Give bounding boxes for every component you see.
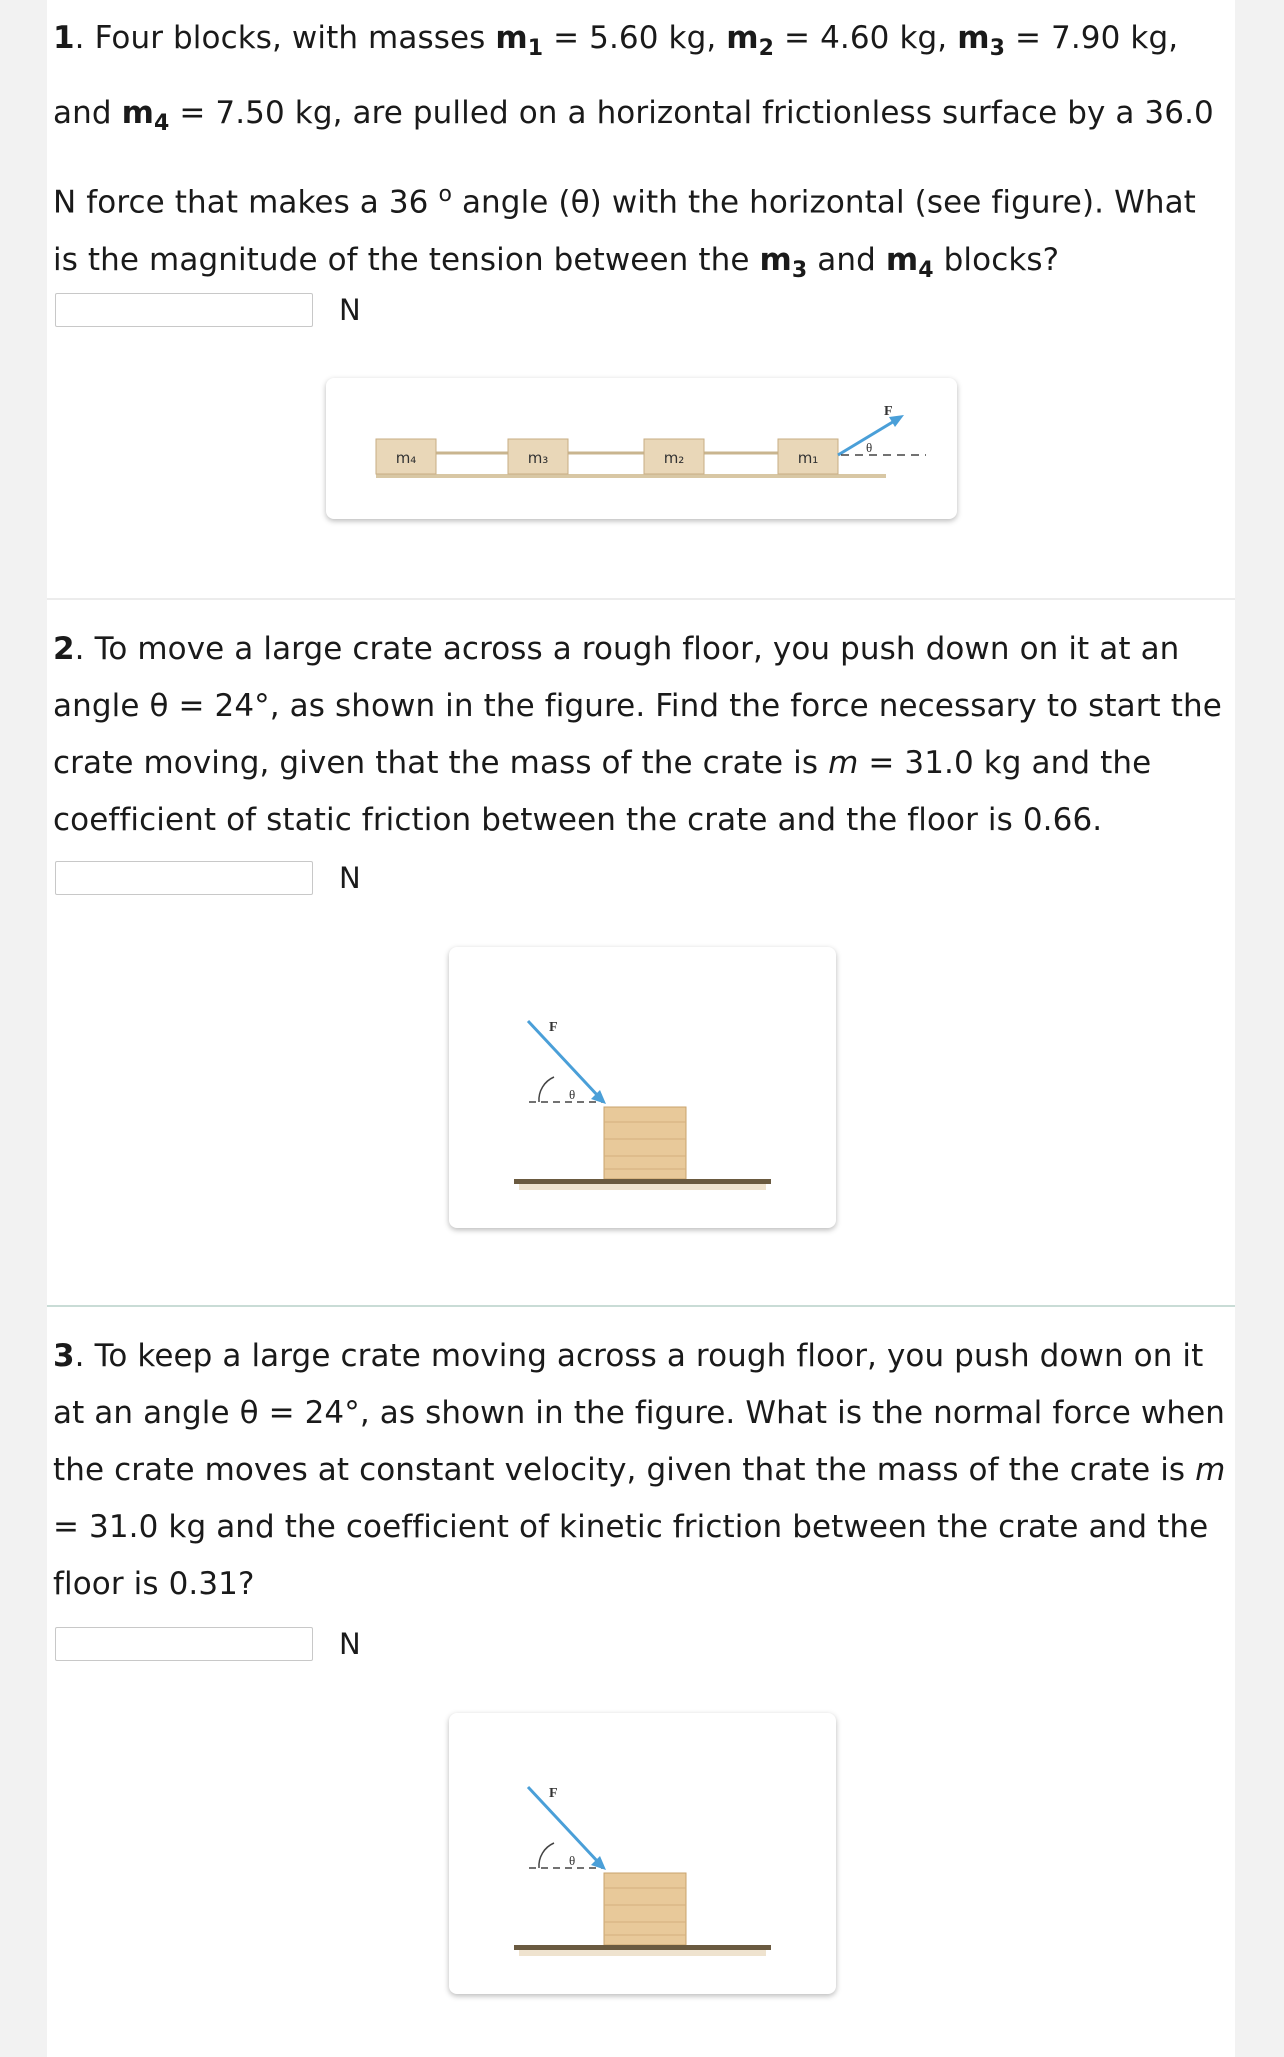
angle-label: θ	[569, 1087, 576, 1102]
question-3-text	[53, 1328, 1233, 1613]
block-m1	[778, 439, 838, 474]
svg-text:m₄: m₄	[395, 449, 417, 467]
question-1-line-2: and $m_4 = 7.50$ kg, are pulled on a horizontal frictionless surface by a 36.0	[53, 95, 1214, 137]
question-2-text	[53, 621, 1233, 849]
question-1-line-4: is the magnitude of the tension between the $m_3$ and $m_4$ blocks?	[53, 241, 1060, 283]
svg-text:m₂: m₂	[663, 449, 685, 467]
question-3-line-4: = 31.0 kg and the coefficient of kinetic friction between the crate and the	[53, 1509, 1209, 1545]
question-1-line-3: N force that makes a 36 $^o$ angle (θ) with the horizontal (see figure). What	[53, 182, 1196, 221]
question-2-line-3: crate moving, given that the mass of the crate is m = 31.0 kg and the	[53, 745, 1152, 781]
crate	[604, 1107, 686, 1179]
question-3-figure	[449, 1713, 836, 1994]
question-1-text	[53, 10, 1233, 299]
angle-arc	[539, 1077, 554, 1102]
svg-text:m₁: m₁	[797, 449, 819, 467]
block-m2	[644, 439, 704, 474]
question-2-line-4: coefficient of static friction between the crate and the floor is 0.66.	[53, 802, 1103, 838]
crate	[604, 1873, 686, 1945]
question-2-line-1: 2. To move a large crate across a rough floor, you push down on it at an	[53, 631, 1180, 667]
blocks-diagram	[326, 378, 957, 519]
question-3-answer-row	[55, 1624, 361, 1664]
floor	[514, 1179, 771, 1184]
question-2-figure	[449, 947, 836, 1228]
block-m4	[376, 439, 436, 474]
question-1-unit: N	[339, 293, 361, 327]
page	[47, 0, 1235, 2057]
question-3-line-2: at an angle θ = 24°, as shown in the figure. What is the normal force when	[53, 1395, 1225, 1431]
svg-text:m₃: m₃	[527, 449, 549, 467]
question-3-line-1: 3. To keep a large crate moving across a rough floor, you push down on it	[53, 1338, 1204, 1374]
divider-1	[47, 598, 1235, 600]
force-label: F⃗	[549, 1786, 569, 1801]
angle-arc	[539, 1843, 554, 1868]
force-label: F⃗	[884, 404, 904, 419]
question-2-unit: N	[339, 861, 361, 895]
question-1-figure	[326, 378, 957, 519]
question-3-line-5: floor is 0.31?	[53, 1566, 255, 1602]
question-2-answer-row	[55, 858, 361, 898]
question-3-line-3: the crate moves at constant velocity, given that the mass of the crate is m	[53, 1452, 1226, 1488]
question-3-answer-input[interactable]	[55, 1627, 313, 1661]
crate-diagram-2	[449, 1713, 836, 1994]
question-3-unit: N	[339, 1627, 361, 1661]
question-1-line-1: 1. Four blocks, with masses $m_1 = 5.60$ kg, $m_2 = 4.60$ kg, $m_3 = 7.90$ kg,	[53, 20, 1179, 62]
block-m3	[508, 439, 568, 474]
question-2-answer-input[interactable]	[55, 861, 313, 895]
angle-label: θ	[569, 1853, 576, 1868]
divider-2	[47, 1305, 1235, 1307]
question-1-answer-row	[55, 290, 361, 330]
force-label: F⃗	[549, 1020, 569, 1035]
question-2-line-2: angle θ = 24°, as shown in the figure. Find the force necessary to start the	[53, 688, 1222, 724]
crate-diagram-1	[449, 947, 836, 1228]
floor	[514, 1945, 771, 1950]
angle-label: θ	[866, 440, 873, 455]
question-1-answer-input[interactable]	[55, 293, 313, 327]
